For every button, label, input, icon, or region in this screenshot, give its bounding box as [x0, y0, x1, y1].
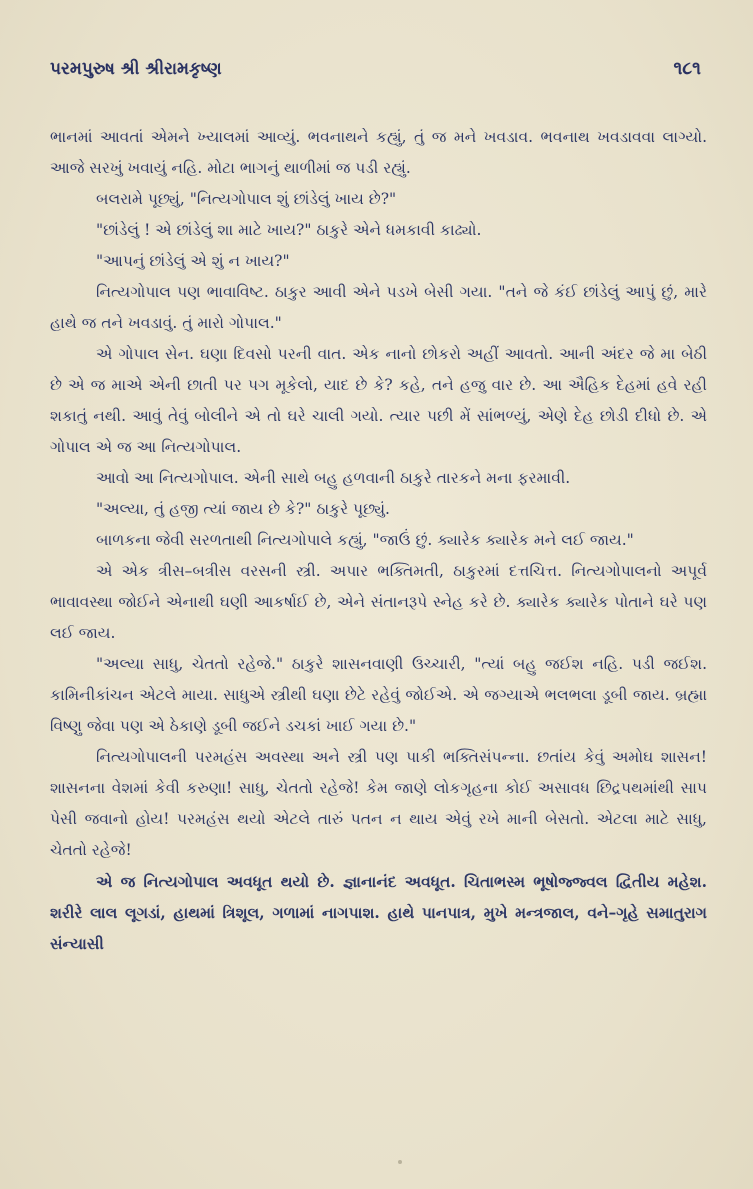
- running-title: પરમપુરુષ શ્રી શ્રીરામકૃષ્ણ: [50, 59, 222, 79]
- paragraph-2: બલરામે પૂછ્યું, "નિત્યગોપાલ શું છાંડેલું ખાય છે?": [96, 190, 397, 208]
- paragraph-6: એ ગોપાલ સેન. ઘણા દિવસો પરની વાત. એક નાનો છોકરો અહીં આવતો. આની અંદર જે મા બેઠી છે એ જ માએ એની છાતી પર પગ મૂકેલો, યાદ છે કે? કહે, તને હજુ વાર છે. આ ઐહિક દેહમાં હવે રહી શકાતું નથી. આવું તેવું બોલીને એ તો ઘરે ચાલી ગયો. ત્યાર પછી મેં સાંભળ્યું, એણે દેહ છોડી દીધો છે. એ ગોપાલ એ જ આ નિત્યગોપાલ.: [50, 345, 707, 456]
- paragraph-5: નિત્યગોપાલ પણ ભાવાવિષ્ટ. ઠાકુર આવી એને પડખે બેસી ગયા. "તને જે કંઈ છાંડેલું આપું છું, મારે હાથે જ તને ખવડાવું. તું મારો ગોપાલ.": [50, 283, 707, 332]
- paragraph-9: બાળકના જેવી સરળતાથી નિત્યગોપાલે કહ્યું, "જાઉં છું. ક્યારેક ક્યારેક મને લઈ જાય.": [96, 531, 634, 549]
- paragraph-8: "અલ્યા, તું હજી ત્યાં જાય છે કે?" ઠાકુરે પૂછ્યું.: [96, 500, 390, 518]
- paragraph-13: એ જ નિત્યગોપાલ અવધૂત થયો છે. જ્ઞાનાનંદ અવધૂત. ચિતાભસ્મ ભૂષોજ્જ્વલ દ્વિતીય મહેશ. શરીરે લાલ લૂગડાં, હાથમાં ત્રિશૂલ, ગળામાં નાગપાશ. હાથે પાનપાત્ર, મુખે મન્ત્રજાલ, વને–ગૃહે સમાતુરાગ સંન્યાસી: [50, 872, 707, 953]
- page-header: [50, 58, 707, 98]
- ink-speck: [398, 1160, 402, 1164]
- paragraph-3: "છાંડેલું ! એ છાંડેલું શા માટે ખાય?" ઠાકુરે એને ધમકાવી કાઢ્યો.: [96, 221, 482, 239]
- body-text: [50, 122, 707, 959]
- paragraph-4: "આપનું છાંડેલું એ શું ન ખાય?": [96, 252, 290, 270]
- paragraph-11: "અલ્યા સાધુ, ચેતતો રહેજે." ઠાકુરે શાસનવાણી ઉચ્ચારી, "ત્યાં બહુ જઈશ નહિ. પડી જઈશ. કામિનીકાંચન એટલે માયા. સાધુએ સ્ત્રીથી ઘણા છેટે રહેવું જોઈએ. એ જગ્યાએ ભલભલા ડૂબી જાય. બ્રહ્મા વિષ્ણુ જેવા પણ એ ઠેકાણે ડૂબી જઈને ડચકાં ખાઈ ગયા છે.": [50, 655, 707, 735]
- paragraph-7: આવો આ નિત્યગોપાલ. એની સાથે બહુ હળવાની ઠાકુરે તારકને મના ફરમાવી.: [96, 469, 571, 487]
- paragraph-12: નિત્યગોપાલની પરમહંસ અવસ્થા અને સ્ત્રી પણ પાકી ભક્તિસંપન્ના. છતાંય કેવું અમોઘ શાસન! શાસનના વેશમાં કેવી કરુણા! સાધુ, ચેતતો રહેજે! કેમ જાણે લોકગૃહના કોઈ અસાવધ છિદ્રપથમાંથી સાપ પેસી જવાનો હોય! પરમહંસ થયો એટલે તારું પતન ન થાય એવું રખે માની બેસતો. એટલા માટે સાધુ, ચેતતો રહેજે!: [50, 748, 707, 859]
- paragraph-1: ભાનમાં આવતાં એમને ખ્યાલમાં આવ્યું. ભવનાથને કહ્યું, તું જ મને ખવડાવ. ભવનાથ ખવડાવવા લાગ્યો. આજે સરખું ખવાયું નહિ. મોટા ભાગનું થાળીમાં જ પડી રહ્યું.: [50, 128, 707, 177]
- page-number: ૧૮૧: [673, 58, 701, 79]
- paragraph-10: એ એક ત્રીસ–બત્રીસ વરસની સ્ત્રી. અપાર ભક્તિમતી, ઠાકુરમાં દત્તચિત્ત. નિત્યગોપાલનો અપૂર્વ ભાવાવસ્થા જોઈને એનાથી ઘણી આકર્ષાઈ છે, એને સંતાનરૂપે સ્નેહ કરે છે. ક્યારેક ક્યારેક પોતાને ઘરે પણ લઈ જાય.: [50, 562, 707, 642]
